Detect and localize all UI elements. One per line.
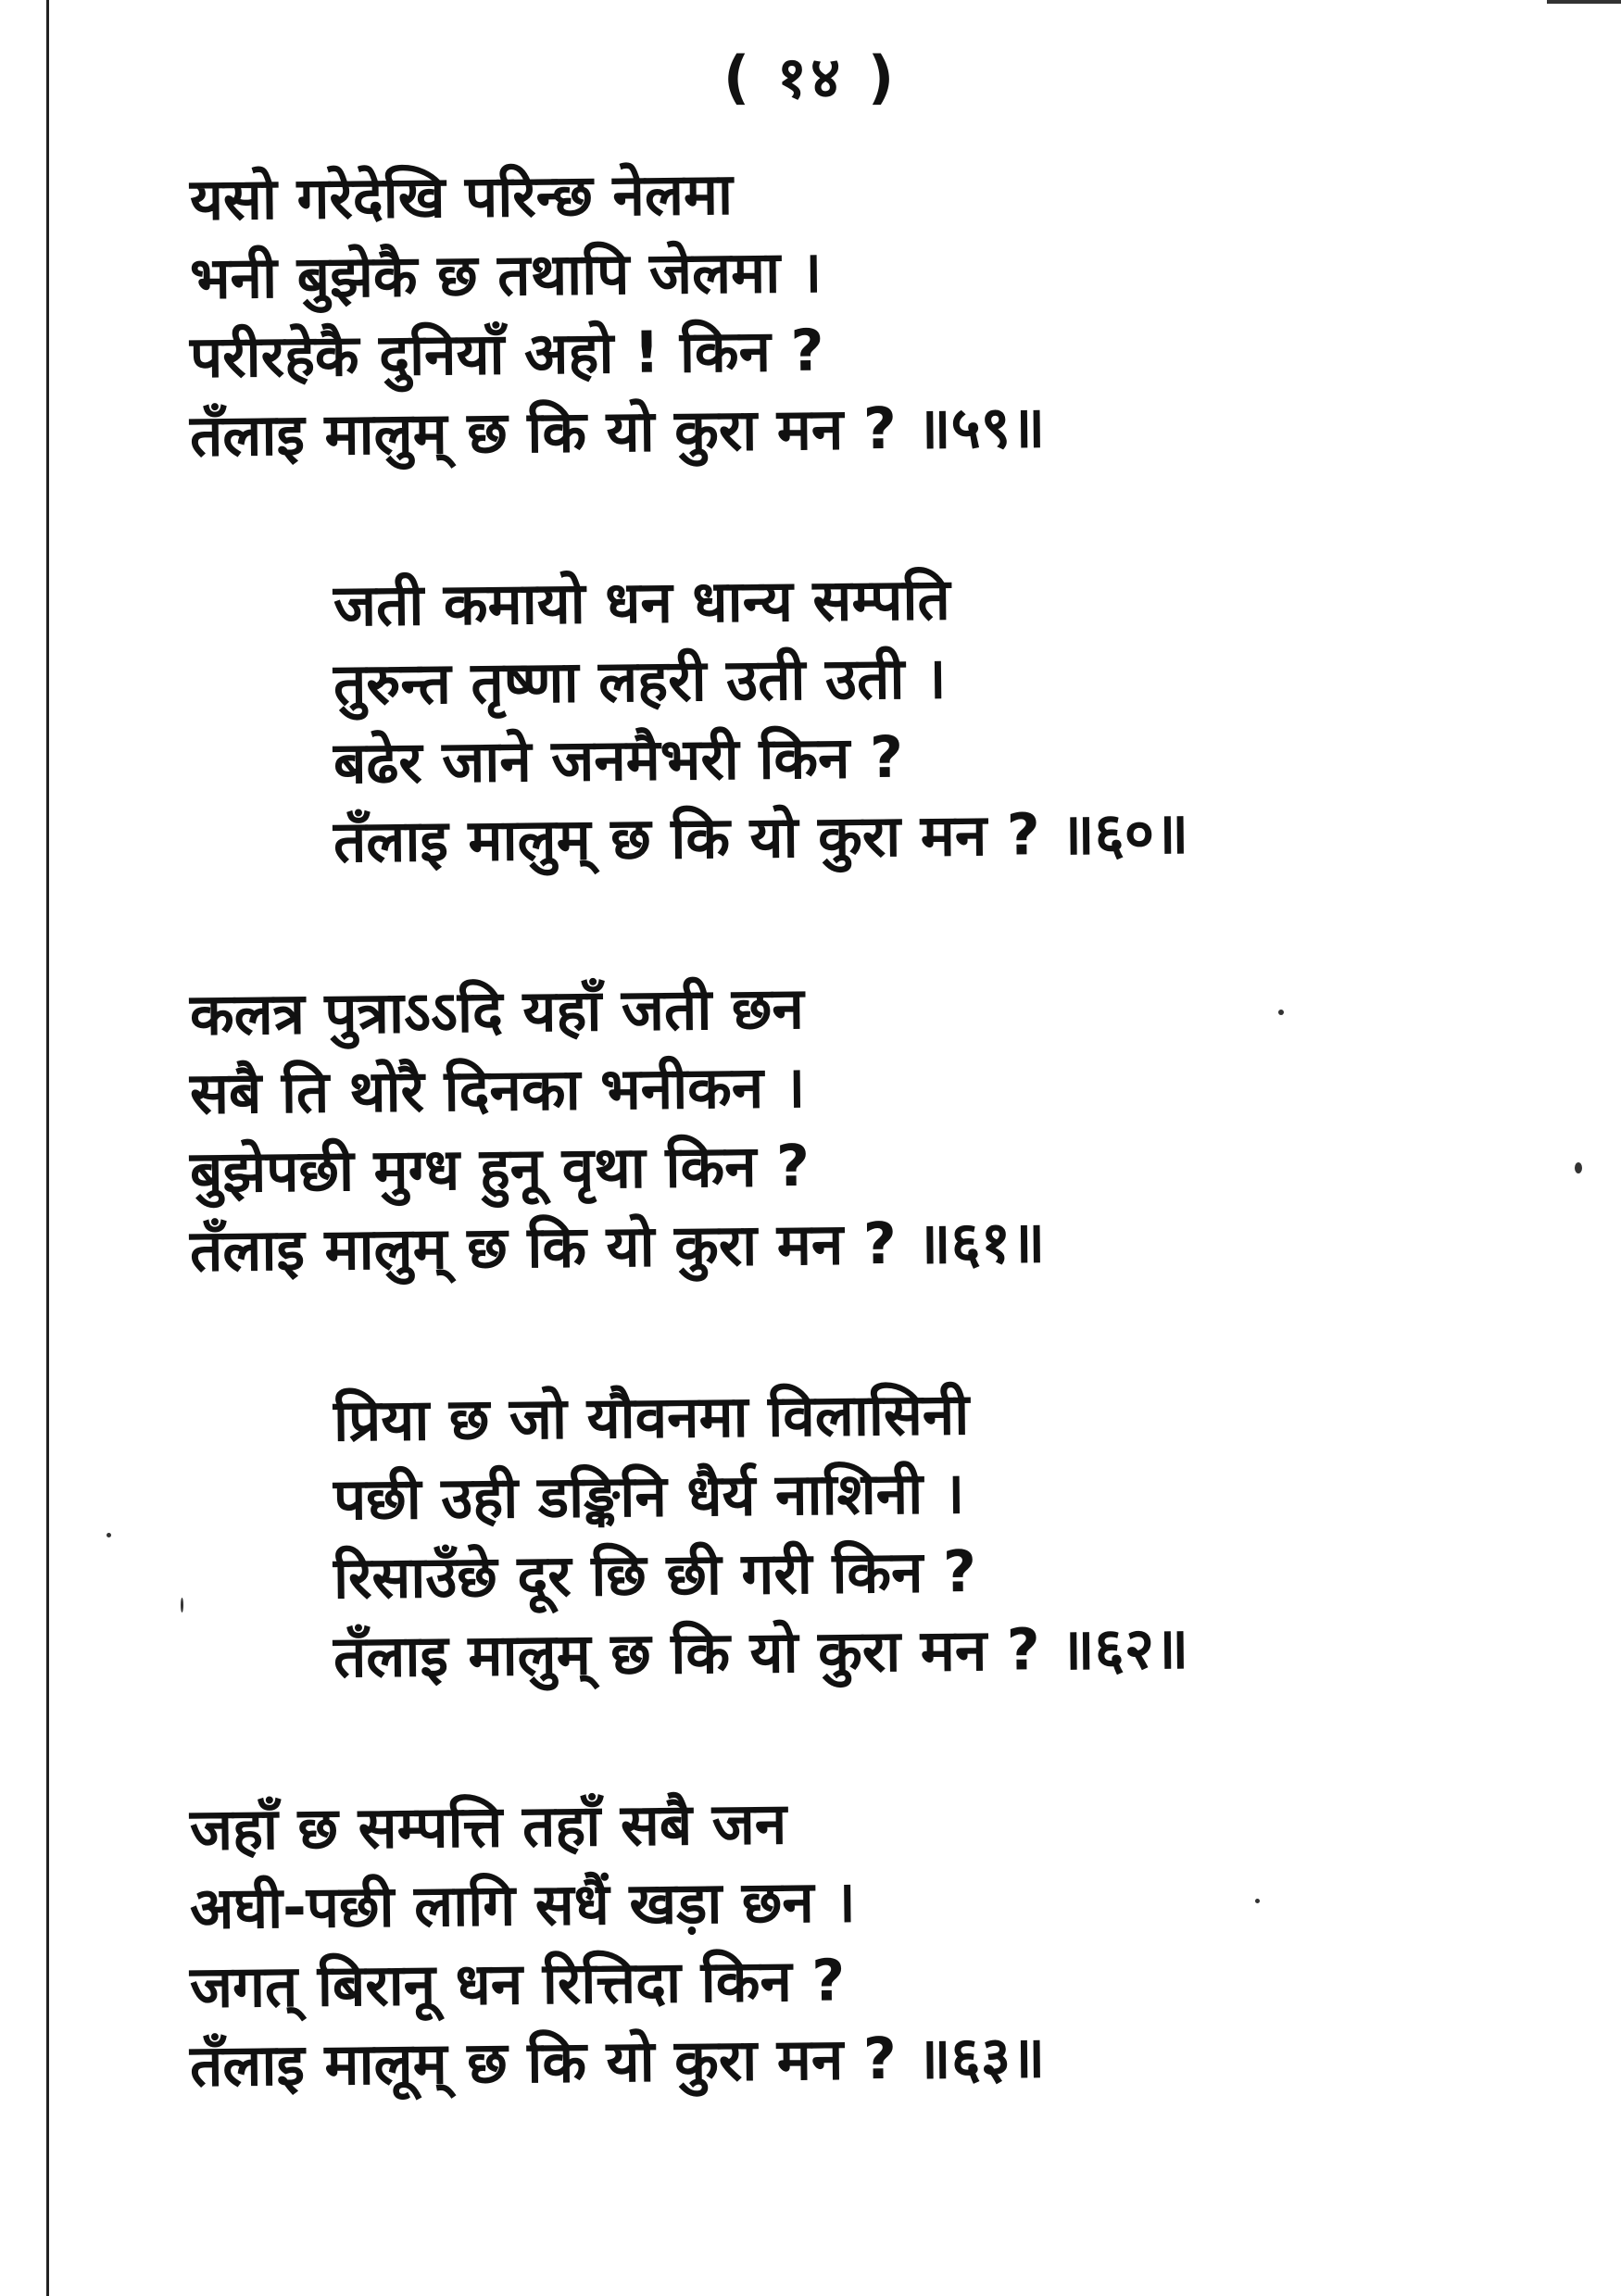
verse-line: सबै ति थोरै दिनका भनीकन । bbox=[189, 1052, 806, 1127]
verse-line: तँलाइ मालुम् छ कि यो कुरा मन ? ॥६१॥ bbox=[189, 1208, 1046, 1285]
verse-line: जती कमायो धन धान्य सम्पति bbox=[333, 565, 951, 640]
verse-59 bbox=[0, 159, 1621, 477]
verse-line: भनी बुझेकै छ तथापि जेलमा । bbox=[189, 237, 823, 312]
verse-line: बुझेपछी मुग्ध हुनू वृथा किन ? bbox=[189, 1131, 810, 1206]
print-speck bbox=[107, 1533, 111, 1537]
verse-line: जगत् बिरानू धन रित्तिदा किन ? bbox=[189, 1946, 846, 2021]
verse-63 bbox=[0, 1789, 1621, 2107]
verse-line: जहाँ छ सम्पत्ति तहाँ सबै जन bbox=[189, 1789, 787, 1863]
verse-line: पछी उही डङ्किनि धैर्य नाशिनी । bbox=[333, 1459, 965, 1534]
verse-60 bbox=[0, 565, 1621, 885]
verse-line: तँलाइ मालूम् छ कि यो कुरा मन ? ॥६३॥ bbox=[189, 2023, 1046, 2100]
page-corner bbox=[1547, 0, 1621, 17]
verse-line: प्रिया छ जो यौवनमा विलासिनी bbox=[333, 1380, 970, 1455]
page-number: ( १४ ) bbox=[723, 44, 898, 111]
verse-line: तँलाइ मालुम् छ कि यो कुरा मन ? ॥६०॥ bbox=[333, 798, 1189, 876]
verse-line: रिसाउँछे दूर छि छी गरी किन ? bbox=[333, 1537, 977, 1612]
verse-line: तुरुन्त तृष्णा लहरी उती उती । bbox=[333, 644, 947, 719]
print-speck bbox=[1575, 1162, 1582, 1173]
verse-line: बढेर जाने जनमैभरी किन ? bbox=[333, 722, 904, 797]
verse-61 bbox=[0, 973, 1621, 1292]
verse-line: परीरहेकै दुनियाँ अहो ! किन ? bbox=[189, 316, 824, 391]
verse-line: तँलाइ मालुम् छ कि यो कुरा मन ? ॥६२॥ bbox=[333, 1613, 1189, 1691]
verse-line: यसो गरेदेखि परिन्छ नेलमा bbox=[189, 159, 734, 233]
verse-line: अघी-पछी लागि सधैं खड़ा छन । bbox=[189, 1867, 857, 1942]
verse-62 bbox=[0, 1380, 1621, 1700]
print-speck bbox=[1255, 1899, 1260, 1903]
verse-line: तँलाइ मालुम् छ कि यो कुरा मन ? ॥५९॥ bbox=[189, 393, 1046, 470]
verse-line: कलत्र पुत्राऽऽदि यहाँ जती छन bbox=[189, 973, 805, 1048]
print-speck bbox=[181, 1598, 183, 1612]
print-speck bbox=[1278, 1010, 1284, 1015]
